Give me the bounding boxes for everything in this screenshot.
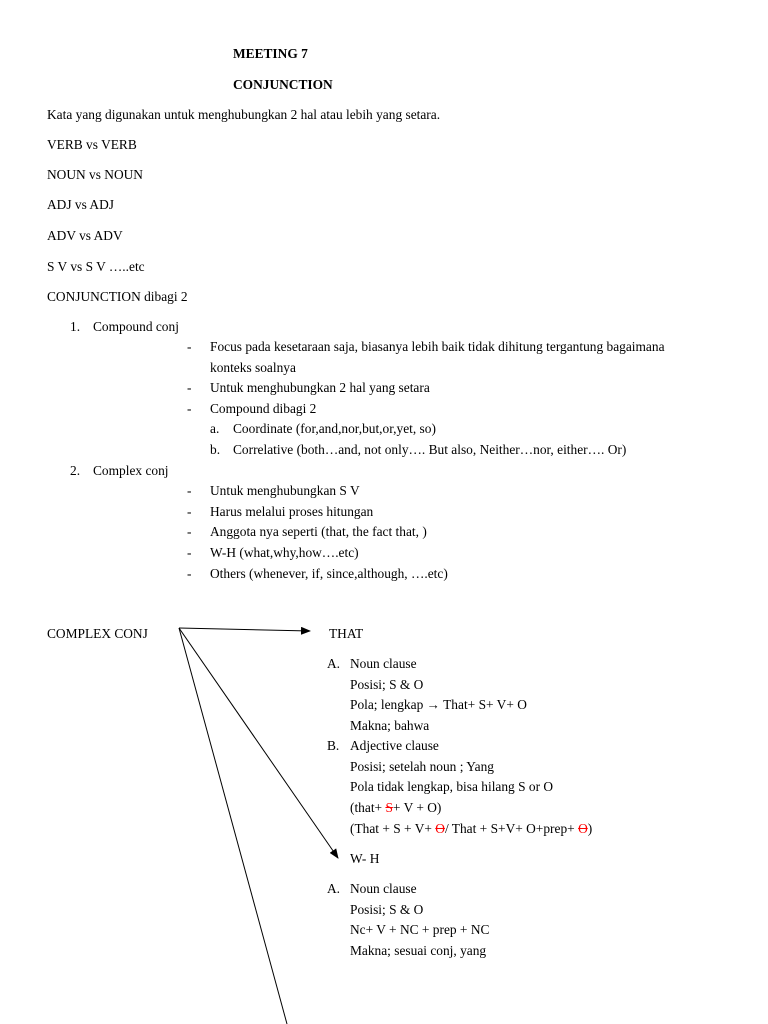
that-b-formula-1 [350,800,441,816]
compound-bullet: Compound dibagi 2 [210,401,317,416]
that-heading: THAT [329,626,364,641]
wh-a-line: Makna; sesuai conj, yang [350,943,487,958]
formula-part: / That + S+V+ O+prep+ [444,821,575,836]
arrow-down-line [179,628,287,1024]
that-a-title: Noun clause [350,656,417,671]
that-a-letter: A. [327,656,341,671]
that-a-formula: That+ S+ V+ O [443,697,527,712]
pair-item: NOUN vs NOUN [47,167,143,182]
formula-part: ) [587,821,593,836]
sub-letter: b. [210,442,221,457]
struck-object: O [578,821,588,836]
compound-bullet: Focus pada kesetaraan saja, biasanya lebih baik tidak dihitung tergantung bagaimana [210,339,665,354]
bullet-dash: - [187,380,192,395]
right-arrow-icon: → [426,697,441,712]
bullet-dash: - [187,566,192,581]
struck-subject: S [385,800,393,815]
wh-heading: W- H [350,851,380,866]
formula-part: (That + S + V+ [350,821,432,836]
list-number: 1. [70,319,81,334]
compound-label: Compound conj [93,319,179,334]
arrow-to-that [179,628,310,631]
complex-bullet: W-H (what,why,how….etc) [210,545,359,560]
bullet-dash: - [187,524,192,539]
diagram-root-label: COMPLEX CONJ [47,626,148,641]
that-b-letter: B. [327,738,340,753]
definition-text: Kata yang digunakan untuk menghubungkan 2 hal atau lebih yang setara. [47,107,441,122]
formula-part: (that+ [350,800,383,815]
wh-a-line: Nc+ V + NC + prep + NC [350,922,490,937]
arrow-to-wh [179,628,341,858]
sub-item: Coordinate (for,and,nor,but,or,yet, so) [233,421,436,436]
page-title: MEETING 7 [233,46,308,61]
that-b-line: Pola tidak lengkap, bisa hilang S or O [350,779,554,794]
list-number: 2. [70,463,81,478]
that-a-pola-line [350,697,527,713]
formula-part: + V + O) [392,800,442,815]
bullet-dash: - [187,504,192,519]
complex-label: Complex conj [93,463,169,478]
bullet-dash: - [187,545,192,560]
that-b-formula-2 [350,821,592,837]
compound-bullet: Untuk menghubungkan 2 hal yang setara [210,380,430,395]
division-text: CONJUNCTION dibagi 2 [47,289,188,304]
pair-item: S V vs S V …..etc [47,259,145,274]
page-subtitle: CONJUNCTION [233,77,333,92]
complex-bullet: Harus melalui proses hitungan [210,504,374,519]
struck-object: O [435,821,445,836]
that-a-pola: Pola; lengkap [350,697,424,712]
that-a-line: Posisi; S & O [350,677,424,692]
that-a-makna: Makna; bahwa [350,718,430,733]
compound-bullet-continued: konteks soalnya [210,360,296,375]
wh-a-line: Posisi; S & O [350,902,424,917]
complex-bullet: Anggota nya seperti (that, the fact that, ) [210,524,427,539]
pair-item: VERB vs VERB [47,137,137,152]
bullet-dash: - [187,339,192,354]
pair-item: ADV vs ADV [47,228,123,243]
sub-letter: a. [210,421,220,436]
wh-a-letter: A. [327,881,341,896]
that-b-title: Adjective clause [350,738,439,753]
wh-a-title: Noun clause [350,881,417,896]
bullet-dash: - [187,483,192,498]
sub-item: Correlative (both…and, not only…. But also, Neither…nor, either…. Or) [233,442,627,457]
complex-bullet: Others (whenever, if, since,although, ….etc) [210,566,448,581]
that-b-line: Posisi; setelah noun ; Yang [350,759,494,774]
bullet-dash: - [187,401,192,416]
complex-bullet: Untuk menghubungkan S V [210,483,360,498]
pair-item: ADJ vs ADJ [47,197,114,212]
